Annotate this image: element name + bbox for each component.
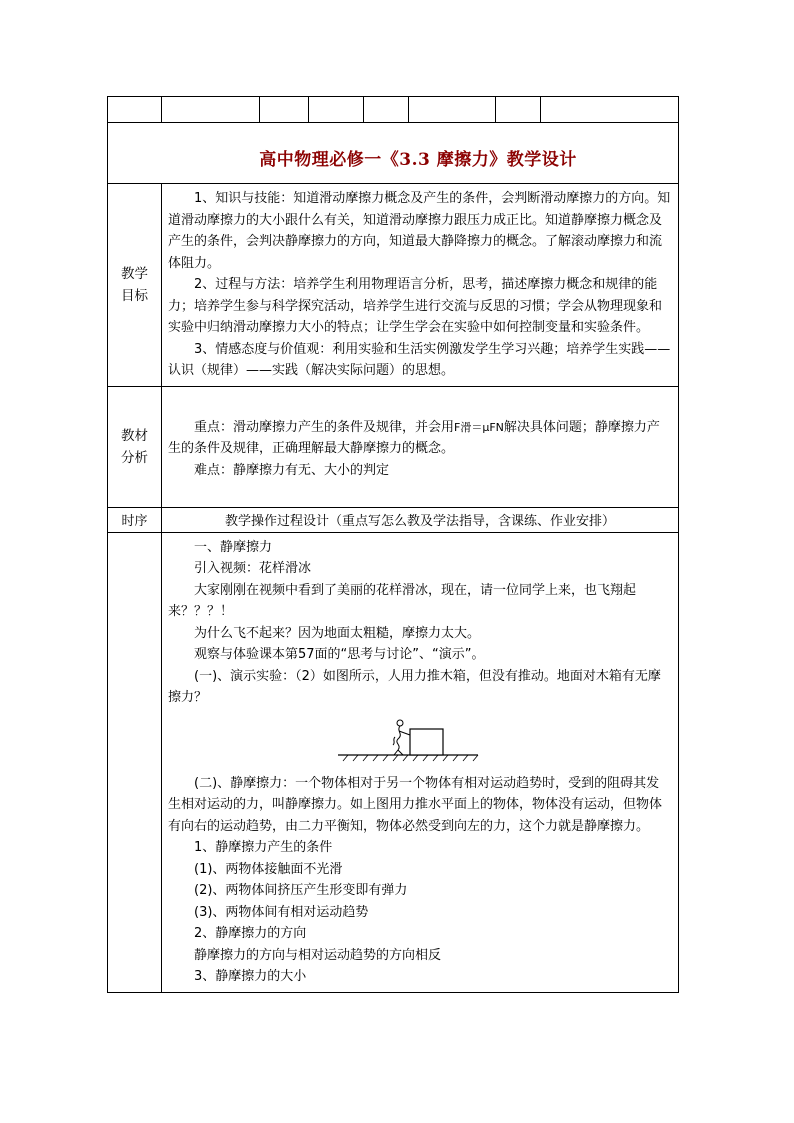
objective-attitude: 3、情感态度与价值观：利用实验和生活实例激发学生学习兴趣；培养学生实践——认识（规律）——实践（解决实际问题）的思想。 [168,341,671,378]
blank-cell [108,97,162,123]
blank-cell [496,97,541,123]
blank-cell [309,97,364,123]
intro-video: 引入视频：花样滑冰 [194,561,312,576]
demo-experiment: (一)、演示实验：（2）如图所示，人用力推木箱，但没有推动。地面对木箱有无摩擦力？ [168,668,661,705]
blank-cell [541,97,679,123]
observe-text: 观察与体验课本第57面的“思考与讨论”、“演示”。 [194,647,485,662]
objective-process: 2、过程与方法：培养学生利用物理语言分析，思考，描述摩擦力概念和规律的能力；培养学生参与科学探究活动，培养学生进行交流与反思的习惯；学会从物理现象和实验中归纳滑动摩擦力大小的特点；让学生学会在实验中如何控制变量和实验条件。 [168,277,663,335]
analysis-row [108,386,679,507]
difficult-points: 难点：静摩擦力有无、大小的判定 [194,462,390,478]
blank-cell [409,97,496,123]
question-text: 为什么飞不起来？因为地面太粗糙，摩擦力太大。 [194,625,481,641]
section-static-friction: 一、静摩擦力 [194,539,273,555]
push-box-illustration [338,717,638,767]
blank-cell [364,97,409,123]
analysis-label-text: 教材分析 [121,427,148,466]
title-cell [108,123,679,184]
magnitude-heading: 3、静摩擦力的大小 [194,969,307,984]
analysis-label [108,386,162,507]
condition-1: (1)、两物体接触面不光滑 [194,861,343,877]
objectives-row [108,184,679,387]
title-row [108,123,679,184]
key-points-prefix: 重点：滑动摩擦力产生的条件及规律，并会用 [194,419,455,435]
intro-text: 大家刚刚在视频中看到了美丽的花样滑冰，现在，请一位同学上来，也飞翔起来？？？！ [168,582,637,619]
direction-heading: 2、静摩擦力的方向 [194,926,307,941]
condition-2: (2)、两物体间挤压产生形变即有弹力 [194,883,408,898]
friction-formula: F滑＝μFN [454,420,504,434]
blank-cell [260,97,309,123]
push-box-figure [168,717,672,767]
blank-cell [162,97,260,123]
lesson-plan-table [107,96,679,993]
process-row [108,532,679,992]
header-blank-row [108,97,679,123]
conditions-heading: 1、静摩擦力产生的条件 [194,840,333,855]
process-content [162,532,679,992]
objectives-label [108,184,162,387]
static-friction-definition: (二)、静摩擦力：一个物体相对于另一个物体有相对运动趋势时，受到的阻碍其发生相对运动的力，叫静摩擦力。如上图用力推水平面上的物体，物体没有运动，但物体有向右的运动趋势，由二力平衡知，物体必然受到向左的力，这个力就是静摩擦力。 [168,775,663,834]
sequence-label: 时序 [108,507,162,532]
sequence-header-row [108,507,679,532]
process-time-cell [108,532,162,992]
key-points [168,417,672,460]
page-title: 高中物理必修一《3.3 摩擦力》教学设计 [259,150,577,170]
process-design-header: 教学操作过程设计（重点写怎么教及学法指导，含课练、作业安排） [162,507,679,532]
direction-text: 静摩擦力的方向与相对运动趋势的方向相反 [194,947,442,963]
key-points-suffix: 解决具体问题；静摩擦力产生的条件及规律，正确理解最大静摩擦力的概念。 [168,419,660,456]
analysis-content [162,386,679,507]
objectives-content [162,184,679,387]
condition-3: (3)、两物体间有相对运动趋势 [194,904,369,920]
objective-knowledge: 1、知识与技能：知道滑动摩擦力概念及产生的条件，会判断滑动摩擦力的方向。知道滑动摩擦力的大小跟什么有关，知道滑动摩擦力跟压力成正比。知道静摩擦力概念及产生的条件，会判决静摩擦力的方向，知道最大静降擦力的概念。了解滚动摩擦力和流体阻力。 [168,191,671,271]
objectives-label-text: 教学目标 [121,265,148,304]
